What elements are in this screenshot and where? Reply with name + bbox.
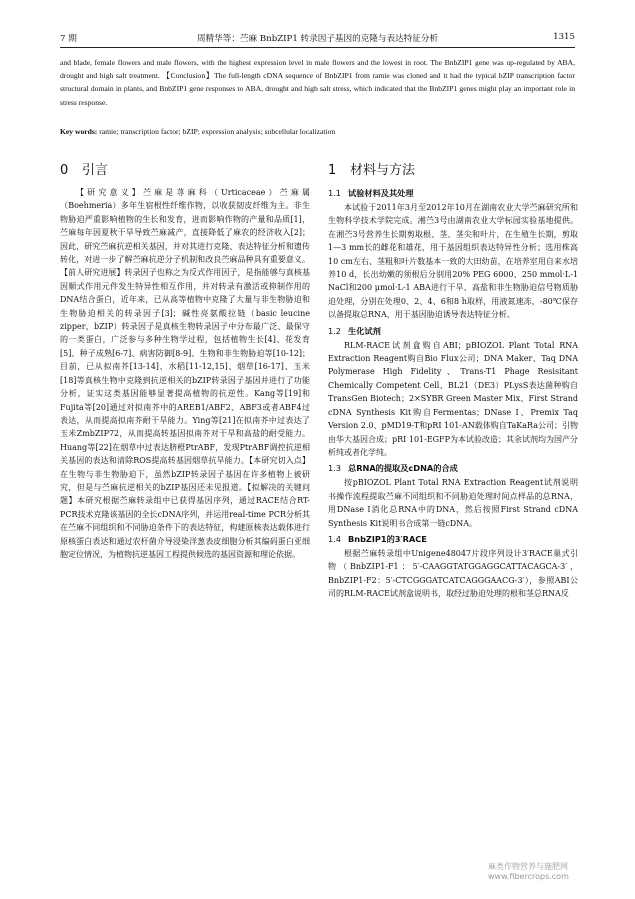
keywords-label: Key words: (60, 127, 98, 136)
section-methods-heading (328, 160, 578, 182)
right-column (328, 160, 578, 601)
subsection-1-1-heading: 1.1 试验材料及其处理 (328, 188, 414, 198)
keywords-text: ramie; transcription factor; bZIP; expression analysis; subcellular localization (99, 127, 336, 136)
subsection-1-2-heading: 1.2 生化试剂 (328, 325, 381, 336)
section-number: 0 (60, 163, 69, 178)
running-title: 周精华等：苎麻 BnbZIP1 转录因子基因的克隆与表达特征分析 (196, 34, 439, 44)
subsection-1-1-text: 本试验于2011年3月至2012年10月在湖南农业大学苎麻研究所和生物科学技术学院完成。湘苎3号由湖南农业大学标园实验基地提供。在湘苎3号营养生长期剪取根、茎、茎尖和叶片，在生殖生长期，剪取1—3 mm长的雌花和雄花，用于基因组织表达特异性分析；选用株高10 cm左右、茎粗和叶片数基本一致的大田幼苗，在培养室用自来水培养10 d，长出幼嫩的须根后分别用20% PEG 6000、250 mmol·L-1 NaCl和200 μmol·L-1 ABA进行干旱、高盐和非生物胁迫信号物质胁迫处理，分别在处理0、2、4、6和8 h取样，用液氮速冻，-80℃保存以备提取总RNA，用于基因胁迫诱导表达特征分析。 (328, 203, 578, 320)
watermark (488, 862, 569, 882)
keywords (60, 126, 575, 138)
subsection-1-3-heading: 1.3 总RNA的提取及cDNA的合成 (328, 463, 458, 474)
subsection-1-3-text: 按pBIOZOL Plant Total RNA Extraction Reagent试剂说明书操作流程提取苎麻不同组织和不同胁迫处理时间点样品的总RNA，用DNase Ⅰ消化总RNA中的DNA，然后按照First Strand cDNA Synthesis Kit说明书合成第一链cDNA。 (328, 478, 578, 528)
watermark-line-2: www.fibercrops.com (488, 872, 569, 881)
section-number: 1 (328, 163, 337, 178)
intro-paragraph: 【研究意义】苎麻是荨麻科（Urticaceae）苎麻属（Boehmeria）多年生宿根性纤维作物，以收获韧皮纤维为主。非生物胁迫严重影响植物的生长和发育，进而影响作物的产量和品质[1]，苎麻每年因夏秋干旱导致苎麻减产，直接降低了麻农的经济收入[2]；因此，研究苎麻抗逆相关基因，并对其进行克隆、表达特征分析和遗传转化，对进一步了解苎麻抗逆分子机制和改良苎麻品种具有重要意义。【前人研究进展】转录因子也称之为反式作用因子，是指能够与真核基因顺式作用元件发生特异性相互作用，并对转录有激活或抑制作用的DNA结合蛋白，近年来，已从高等植物中克隆了大量与非生物胁迫和生物胁迫相关的转录因子[3]；碱性亮氨酸拉链（basic leucine zipper，bZIP）转录因子是真核生物转录因子中分布最广泛、最保守的一类蛋白，广泛参与多种生物学过程，包括植物生长[4]、花发育[5]、种子成熟[6-7]、病害防御[8-9]、生物和非生物胁迫等[10-12]；目前，已从拟南芥[13-14]、水稻[11-12,15]、烟草[16-17]、玉米[18]等真核生物中克隆到抗逆相关的bZIP转录因子基因并进行了功能分析，证实这类基因能够显著提高植物的抗逆性。Kang等[19]和Fujita等[20]通过对拟南芥中的AREB1/ABF2、ABF3或者ABF4过表达，从而提高拟南芥耐干旱能力。Ying等[21]在拟南芥中过表达了玉米ZmbZIP72，从而提高转基因拟南芥对干旱和高盐的耐受能力。Huang等[22]在烟草中过表达脐橙PtrABF，发现PtrABF调控抗逆相关基因的表达和清除ROS提高转基因烟草抗旱能力。【本研究切入点】在生物与非生物胁迫下，虽然bZIP转录因子基因在许多植物上被研究，但是与苎麻抗逆相关的bZIP基因还未见报道。【拟解决的关键问题】本研究根据苎麻转录组中已获得基因序列，通过RACE结合RT-PCR技术克隆该基因的全长cDNA序列，并运用real-time PCR分析其在苎麻不同组织和不同胁迫条件下的表达特征，构建原核表达载体进行原核蛋白表达和通过农杆菌介导浸染洋葱表皮细胞分析其编码蛋白亚细胞定位情况，为植物抗逆基因工程提供候选的基因资源和理论依据。 (60, 188, 310, 559)
abstract-continued: and blade, female flowers and male flowers, with the highest expression level in male flowers and the lowest in root. The BnbZIP1 gene was up-regulated by ABA, drought and high salt treatment. 【Conclusion】The full-length cDNA sequence of BnbZIP1 from ramie was cloned and it had the typical bZIP transcription factor structural domain in plants, and BnbZIP1 gene responses to ABA, drought and high salt stress, which indicated that the BnbZIP1 genes might play an important role in stress response. (60, 58, 575, 107)
page-number: 1315 (553, 32, 575, 42)
section-title: 引言 (82, 163, 109, 178)
section-title: 材料与方法 (350, 163, 416, 178)
subsection-1-4-heading: 1.4 BnbZIP1的3′RACE (328, 533, 427, 544)
subsection-1-4-text: 根据苎麻转录组中Unigene48047片段序列设计3′RACE巢式引物（BnbZIP1-F1：5′-CAAGGTATGGAGGCATTACAGCA-3′，BnbZIP1-F2：5′-CTCGGGATCATCAGGGAACG-3′），参照ABI公司的RLM-RACE试剂盒说明书，取经过胁迫处理的根和茎总RNA反 (328, 548, 578, 599)
subsection-1-2-text: RLM-RACE试剂盒购自ABI；pBIOZOL Plant Total RNA Extraction Reagent购自Bio Flux公司；DNA Maker、Taq DNA Polymerase High Fidelity、Trans-T1 Phage Resisitant Chemically Competent Cell、BL21（DE3）PLysS表达菌种购自TransGen Biotech；2×SYBR Green Master Mix、First Strand cDNA Synthesis Kit购自Fermentas；DNase Ⅰ、Premix Taq Version 2.0、pMD19-T和pRI 101-AN载体购自TaKaRa公司；引物由华大基因合成；pRI 101-EGFP为本试验改造；其余试剂均为国产分析纯或者化学纯。 (328, 340, 578, 457)
section-intro-heading (60, 160, 310, 182)
left-column (60, 160, 310, 561)
watermark-line-1: 麻类作物营养与施肥网 (488, 862, 568, 871)
running-header (60, 30, 575, 46)
issue-number: 7 期 (60, 34, 77, 44)
header-rule (60, 47, 575, 48)
